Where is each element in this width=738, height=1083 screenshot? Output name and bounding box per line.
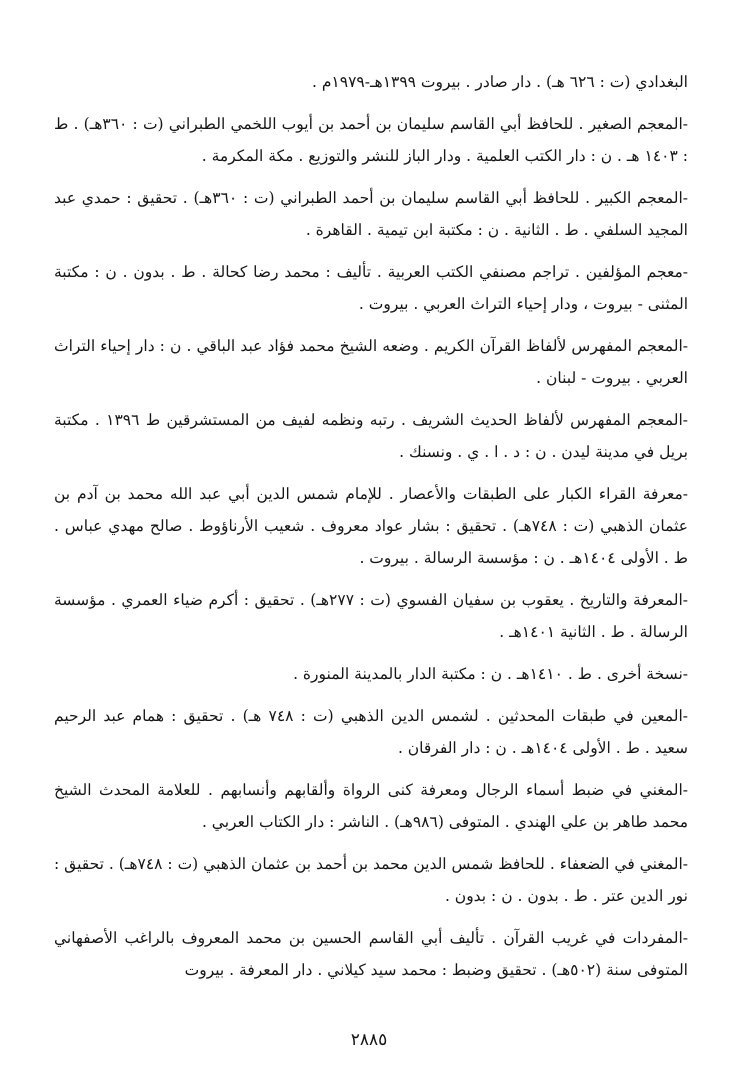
bibliography-entry-mughni-duafa: -المغني في الضعفاء . للحافظ شمس الدين محمد بن أحمد بن عثمان الذهبي (ت : ٧٤٨هـ) . تحقيق : نور الدين عتر . ط . بدون . ن : بدون .	[54, 855, 688, 905]
bibliography-list	[54, 66, 688, 996]
bibliography-entry-mujam-muallifin: -معجم المؤلفين . تراجم مصنفي الكتب العربية . تأليف : محمد رضا كحالة . ط . بدون . ن : مكتبة المثنى - بيروت ، ودار إحياء التراث العربي . بيروت .	[54, 263, 688, 313]
bibliography-entry-mufradat: -المفردات في غريب القرآن . تأليف أبي القاسم الحسين بن محمد المعروف بالراغب الأصفهاني المتوفى سنة (٥٠٢هـ) . تحقيق وضبط : محمد سيد كيلاني . دار المعرفة . بيروت	[54, 929, 688, 979]
bibliography-entry-muin: -المعين في طبقات المحدثين . لشمس الدين الذهبي (ت : ٧٤٨ هـ) . تحقيق : همام عبد الرحيم سعيد . ط . الأولى ١٤٠٤هـ . ن : دار الفرقان .	[54, 707, 688, 757]
page-number: ٢٨٨٥	[350, 1030, 388, 1050]
bibliography-entry-mujam-saghir: -المعجم الصغير . للحافظ أبي القاسم سليمان بن أحمد بن أيوب اللخمي الطبراني (ت : ٣٦٠هـ) . ط : ١٤٠٣ هـ . ن : دار الكتب العلمية . ودار الباز للنشر والتوزيع . مكة المكرمة .	[54, 115, 688, 165]
bibliography-entry-marifat-qurra: -معرفة القراء الكبار على الطبقات والأعصار . للإمام شمس الدين أبي عبد الله محمد بن آدم بن عثمان الذهبي (ت : ٧٤٨هـ) . تحقيق : بشار عواد معروف . شعيب الأرناؤوط . صالح مهدي عباس . ط . الأولى ١٤٠٤هـ . ن : مؤسسة الرسالة . بيروت .	[54, 485, 688, 567]
bibliography-entry-mujam-kabir: -المعجم الكبير . للحافظ أبي القاسم سليمان بن أحمد الطبراني (ت : ٣٦٠هـ) . تحقيق : حمدي عبد المجيد السلفي . ط . الثانية . ن : مكتبة ابن تيمية . القاهرة .	[54, 189, 689, 239]
bibliography-entry-mufahras-quran: -المعجم المفهرس لألفاظ القرآن الكريم . وضعه الشيخ محمد فؤاد عبد الباقي . ن : دار إحياء التراث العربي . بيروت - لبنان .	[54, 337, 688, 387]
bibliography-entry-another-copy: -نسخة أخرى . ط . ١٤١٠هـ . ن : مكتبة الدار بالمدينة المنورة .	[293, 665, 688, 683]
bibliography-entry-mufahras-hadith: -المعجم المفهرس لألفاظ الحديث الشريف . رتبه ونظمه لفيف من المستشرقين ط ١٣٩٦ . مكتبة بريل في مدينة ليدن . ن : د . ا . ي . ونسنك .	[54, 411, 689, 461]
bibliography-entry-marifa-tarikh: -المعرفة والتاريخ . يعقوب بن سفيان الفسوي (ت : ٢٧٧هـ) . تحقيق : أكرم ضياء العمري . مؤسسة الرسالة . ط . الثانية ١٤٠١هـ .	[54, 591, 688, 641]
bibliography-entry-continued: البغدادي (ت : ٦٢٦ هـ) . دار صادر . بيروت ١٣٩٩هـ-١٩٧٩م .	[311, 73, 688, 91]
bibliography-entry-mughni-dabt: -المغني في ضبط أسماء الرجال ومعرفة كنى الرواة وألقابهم وأنسابهم . للعلامة المحدث الشيخ محمد طاهر بن علي الهندي . المتوفى (٩٨٦هـ) . الناشر : دار الكتاب العربي .	[54, 781, 688, 831]
